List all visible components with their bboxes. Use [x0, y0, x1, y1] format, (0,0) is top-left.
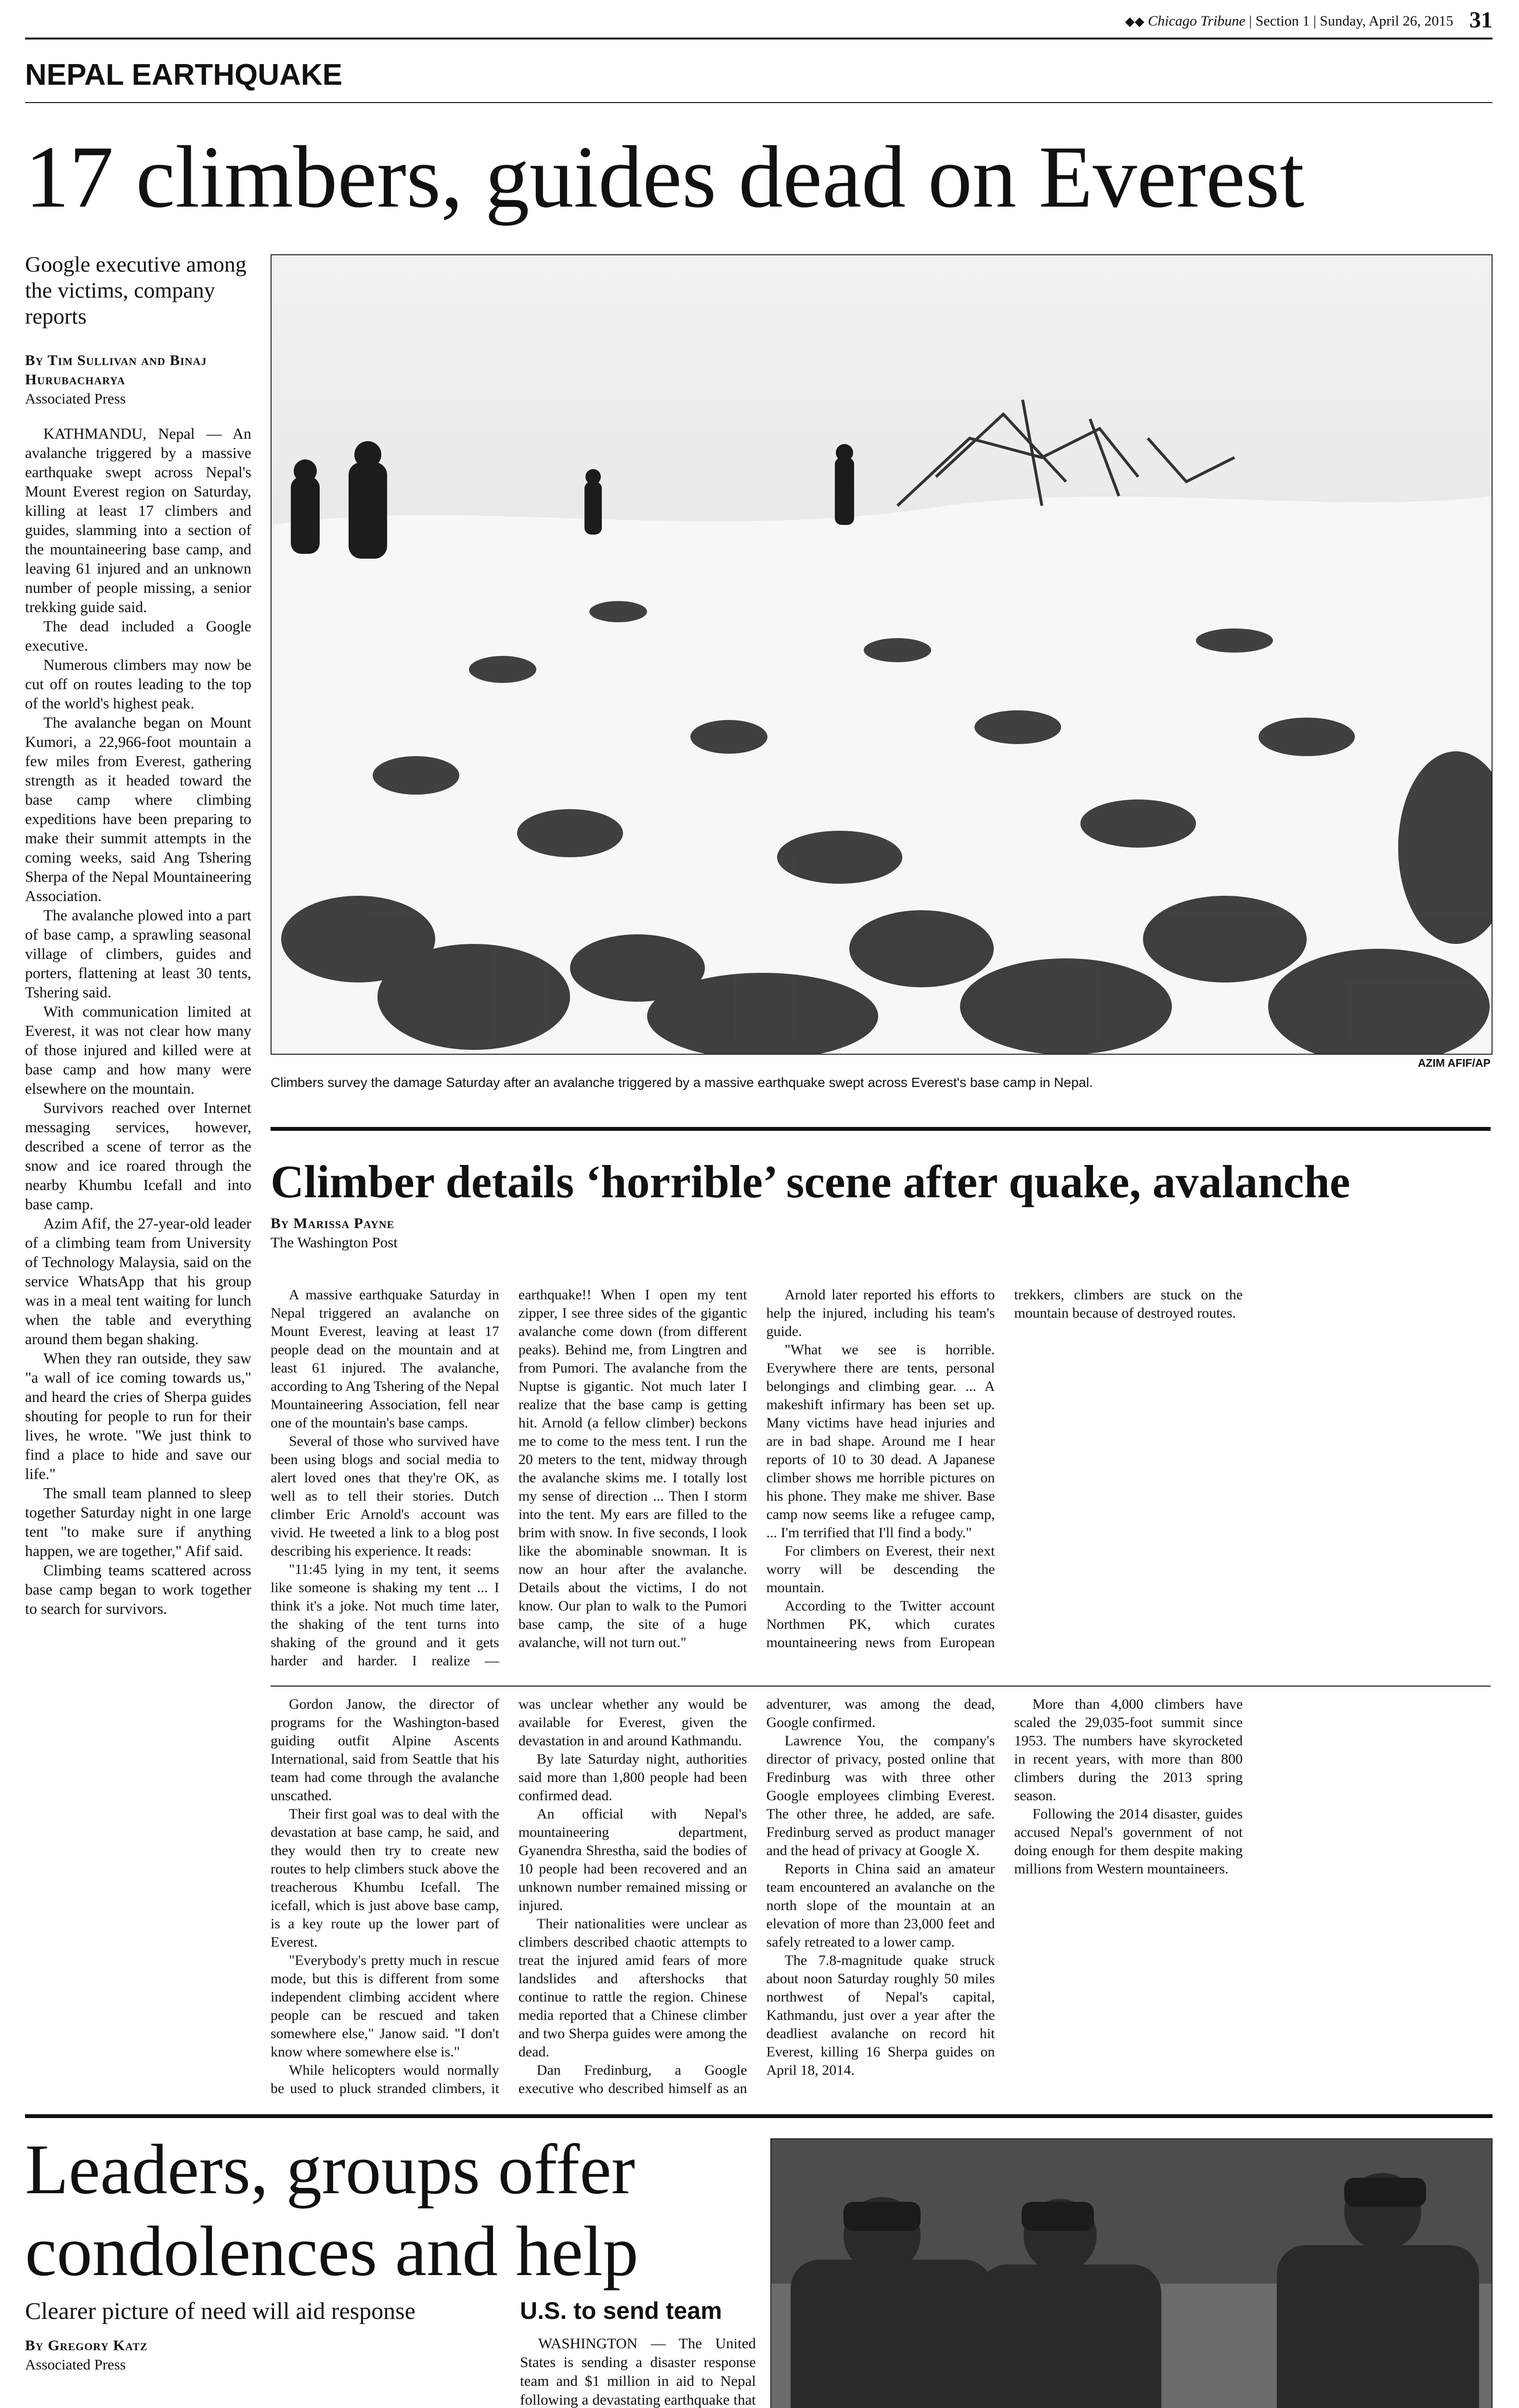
section-rule	[25, 102, 1493, 103]
paragraph: The avalanche began on Mount Kumori, a 22,966-foot mountain a few miles from Everest, gathering strength as it headed toward the base camp where climbing expeditions have been preparing to make their summit attempts in the coming weeks, said Ang Tshering Sherpa of the Nepal Mountaineering Association.	[25, 714, 251, 904]
issue-date: Sunday, April 26, 2015	[1320, 13, 1454, 29]
paragraph: According to the Twitter account Northmen PK, which curates mountaineering news from European trekkers, climbers are stuck on the mountain because of destroyed routes.	[766, 1287, 1243, 1650]
byline-org: Associated Press	[25, 2356, 126, 2373]
paragraph: "Everybody's pretty much in rescue mode, but this is different from some independent climbing accident where people can be rescued and taken somewhere else," Janow said. "I don't know where somewhere else is."	[271, 1952, 499, 2060]
photo-aid-team-image	[771, 2139, 1492, 2408]
byline-climber	[271, 1214, 502, 1252]
paragraph: Gordon Janow, the director of programs for the Washington-based guiding outfit Alpine Ascents International, said from Seattle that his team had come through the avalanche unscathed.	[271, 1696, 499, 1804]
tribune-star-icon: ◆◆	[1125, 14, 1144, 28]
byline-names: By Marissa Payne	[271, 1215, 395, 1231]
paragraph: For climbers on Everest, their next worry will be descending the mountain.	[766, 1543, 995, 1596]
folio-line: ◆◆ Chicago Tribune | Section 1 | Sunday, April 26, 2015 31	[1125, 7, 1493, 33]
byline-names: By Gregory Katz	[25, 2337, 148, 2354]
story-climber-body	[271, 1286, 1491, 1671]
story-everest-continued	[271, 1695, 1491, 2100]
paragraph: "11:45 lying in my tent, it seems like someone is shaking my tent ... I think it's a joke. Not much time later, the shaking of the tent turns into shaking of the ground and it gets harder and harder. I realize — earthquake!! When I open my tent zipper, I see three sides of the gigantic avalanche come down (from different peaks). Behind me, from Lingtren and from Pumori. The avalanche from the Nuptse is gigantic. Not much later I realize that the base camp is getting hit. Arnold (a fellow climber) beckons me to come to the mess tent. I run the 20 meters to the tent, midway through the avalanche skims me. I totally lost my sense of direction ... Then I storm into the tent. My ears are filled to the brim with snow. In five seconds, I look like the abominable snowman. It is now an hour after the avalanche. Details about the victims, I do not know. Our plan to walk to the Pumori base camp, the site of a huge avalanche, will not turn out."	[271, 1287, 747, 1669]
paragraph: Dan Fredinburg, a Google executive who described himself as an adventurer, was among the dead, Google confirmed.	[518, 1696, 995, 2096]
headline-climber: Climber details ‘horrible’ scene after quake, avalanche	[271, 1156, 1350, 1207]
paragraph: The dead included a Google executive.	[25, 617, 251, 654]
paragraph: Numerous climbers may now be cut off on routes leading to the top of the world's highest peak.	[25, 656, 251, 712]
paragraph: An official with Nepal's mountaineering department, Gyanendra Shrestha, said the bodies of 10 people had been recovered and an unknown number remained missing or injured.	[518, 1806, 747, 1913]
sidebar-head-us: U.S. to send team	[520, 2297, 722, 2324]
paragraph: By late Saturday night, authorities said more than 1,800 people had been confirmed dead.	[518, 1751, 747, 1804]
photo-avalanche-base-camp	[271, 254, 1493, 1055]
paragraph: With communication limited at Everest, it was not clear how many of those injured and killed were at base camp and how many were elsewhere on the mountain.	[25, 1003, 251, 1097]
headline-everest: 17 climbers, guides dead on Everest	[25, 128, 1305, 226]
paragraph: Climbing teams scattered across base camp began to work together to search for survivors.	[25, 1561, 251, 1617]
photo-aid-team	[770, 2138, 1493, 2408]
paragraph: Survivors reached over Internet messaging services, however, described a scene of terror as the snow and ice roared through the nearby Khumbu Icefall and into base camp.	[25, 1099, 251, 1213]
paragraph: Lawrence You, the company's director of privacy, posted online that Fredinburg was with three other Google employees climbing Everest. The other three, he added, are safe. Fredinburg served as product manager and the head of privacy at Google X.	[766, 1733, 995, 1858]
byline-leaders	[25, 2336, 256, 2374]
paper-name: Chicago Tribune	[1148, 13, 1246, 29]
paragraph: The avalanche plowed into a part of base camp, a sprawling seasonal village of climbers, guides and porters, flattening at least 30 tents, Tshering said.	[25, 906, 251, 1001]
paragraph: Reports in China said an amateur team encountered an avalanche on the north slope of the mountain at an elevation of more than 23,000 feet and safely retreated to a lower camp.	[766, 1861, 995, 1950]
story3-top-rule	[25, 2114, 1493, 2118]
paragraph: While helicopters would normally be used to pluck stranded climbers, it was unclear whether any would be available for Everest, given the devastation in and around Kathmandu.	[271, 1696, 747, 2096]
byline-org: The Washington Post	[271, 1234, 398, 1251]
deck-everest: Google executive among the victims, company reports	[25, 252, 247, 328]
paragraph: The small team planned to sleep together Saturday night in one large tent "to make sure if anything happen, we are together," Afif said.	[25, 1484, 251, 1559]
byline-names: By Tim Sullivan and Binaj Hurubacharya	[25, 352, 207, 388]
story-everest-body	[25, 424, 251, 1618]
paragraph: Their first goal was to deal with the devastation at base camp, he said, and they would then try to create new routes to help climbers stuck above the treacherous Khumbu Icefall. The icefall, which is just above base camp, is a key route up the lower part of Everest.	[271, 1806, 499, 1950]
section-number: Section 1	[1255, 13, 1310, 29]
paragraph: "What we see is horrible. Everywhere there are tents, personal belongings and climbing gear. ... A makeshift infirmary has been set up. Many victims have head injuries and are in bad shape. Around me I hear reports of 10 to 30 dead. A Japanese climber shows me horrible pictures on his phone. They make me shiver. Base camp now seems like a refugee camp, ... I'm terrified that I'll find a body."	[766, 1342, 995, 1541]
paragraph: More than 4,000 climbers have scaled the 29,035-foot summit since 1953. The numbers have skyrocketed in recent years, with more than 800 climbers during the 2013 spring season.	[1014, 1696, 1243, 1804]
paragraph: Their nationalities were unclear as climbers described chaotic attempts to treat the injured amid fears of more landslides and aftershocks that continue to rattle the region. Chinese media reported that a Chinese climber and two Sherpa guides were among the dead.	[518, 1916, 747, 2060]
deck-leaders: Clearer picture of need will aid response	[25, 2297, 415, 2324]
byline-org: Associated Press	[25, 390, 126, 407]
paragraph: Several of those who survived have been using blogs and social media to alert loved ones that they're OK, as well as to tell their stories. Dutch climber Eric Arnold's account was vivid. He tweeted a link to a blog post describing his experience. It reads:	[271, 1433, 499, 1559]
story2-top-rule	[271, 1127, 1491, 1131]
paragraph: A massive earthquake Saturday in Nepal triggered an avalanche on Mount Everest, leaving at least 17 people dead on the mountain and at least 61 injured. The avalanche, according to Ang Tshering of the Nepal Mountaineering Association, fell near one of the mountain's base camps.	[271, 1287, 499, 1431]
headline-leaders: Leaders, groups offer condolences and help	[25, 2130, 638, 2291]
paragraph: WASHINGTON — The United States is sending a disaster response team and $1 million in aid to Nepal following a devastating earthquake that	[520, 2335, 756, 2408]
sidebar-us-body	[520, 2334, 756, 2408]
photo-credit-avalanche: AZIM AFIF/AP	[1417, 1057, 1491, 1069]
paragraph: The 7.8-magnitude quake struck about noon Saturday roughly 50 miles northwest of Nepal's capital, Kathmandu, just over a year after the deadliest avalanche on record hit Everest, killing 16 Sherpa guides on April 18, 2014.	[766, 1952, 995, 2078]
page-number: 31	[1469, 7, 1493, 33]
photo-avalanche-image	[272, 255, 1492, 1054]
paragraph: Azim Afif, the 27-year-old leader of a climbing team from University of Technology Malaysia, said on the service WhatsApp that his group was in a meal tent waiting for lunch when the table and everything around them began shaking.	[25, 1215, 251, 1348]
paragraph: Arnold later reported his efforts to help the injured, including his team's guide.	[766, 1287, 995, 1339]
paragraph: When they ran outside, they saw "a wall of ice coming towards us," and heard the cries of Sherpa guides shouting for people to run for their lives, he wrote. "We just think to find a place to hide and save our life."	[25, 1349, 251, 1482]
section-label: NEPAL EARTHQUAKE	[25, 58, 343, 92]
byline-everest	[25, 351, 251, 408]
paragraph: KATHMANDU, Nepal — An avalanche triggered by a massive earthquake swept across Nepal's Mount Everest region on Saturday, killing at least 17 climbers and guides, slamming into a section of the mountaineering base camp, and leaving 61 injured and an unknown number of people missing, a senior trekking guide said.	[25, 425, 251, 615]
paragraph: Following the 2014 disaster, guides accused Nepal's government of not doing enough for them despite making millions from Western mountaineers.	[1014, 1806, 1243, 1877]
continued-rule	[271, 1686, 1491, 1687]
photo-caption-avalanche: Climbers survey the damage Saturday after an avalanche triggered by a massive earthquake swept across Everest's base camp in Nepal.	[271, 1075, 1093, 1090]
top-rule	[25, 38, 1493, 39]
